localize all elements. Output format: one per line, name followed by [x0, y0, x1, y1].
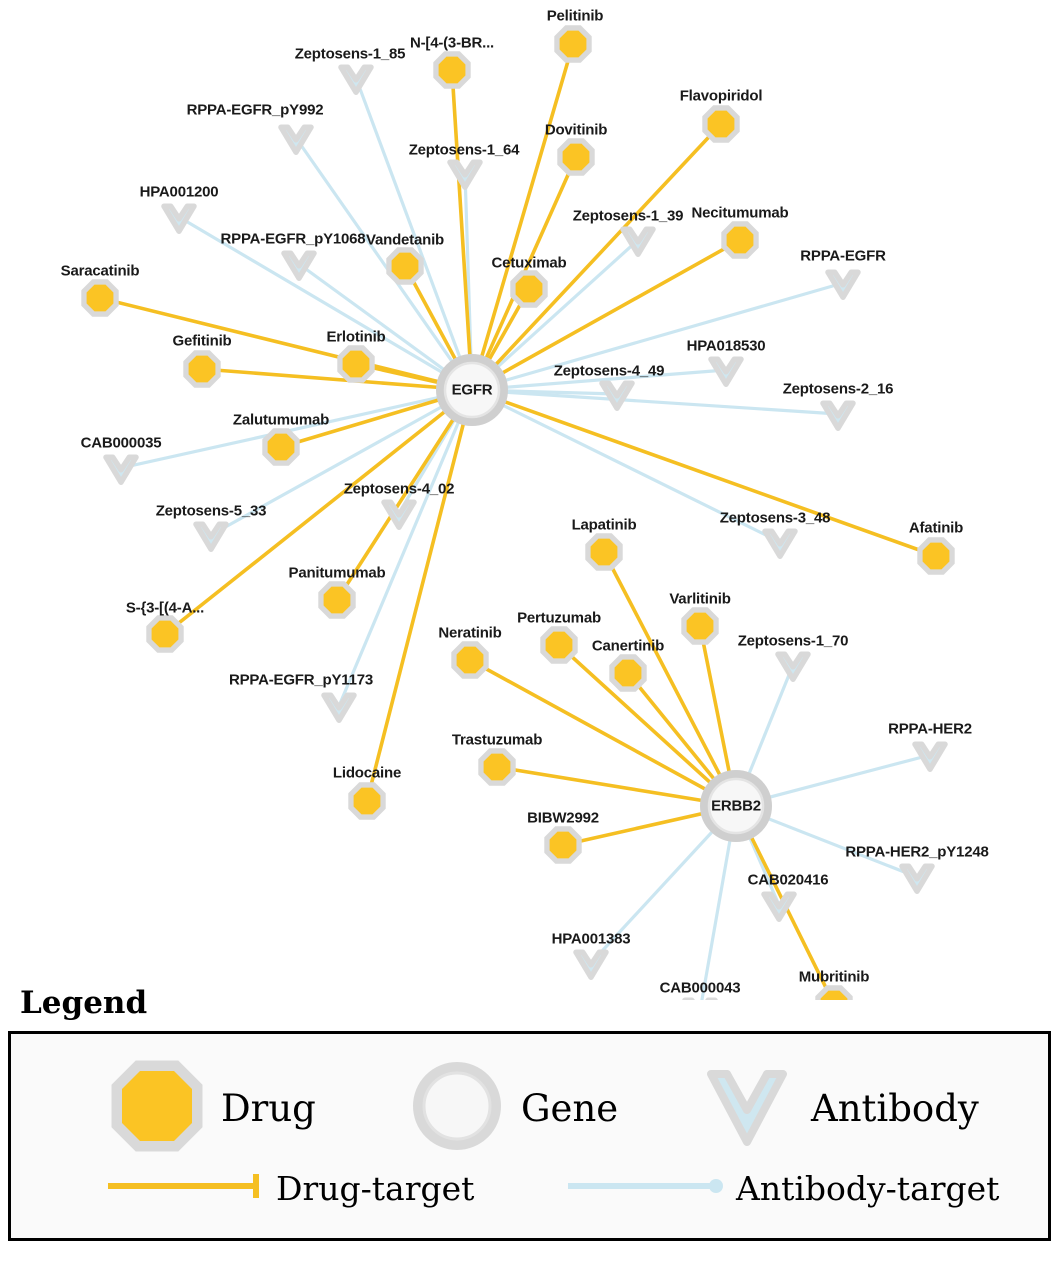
drug-node[interactable] [708, 111, 735, 138]
drug-node[interactable] [546, 632, 573, 659]
drug-label: Pelitinib [546, 7, 604, 25]
legend-label-antibody-target: Antibody-target [736, 1169, 1000, 1208]
antibody-label: HPA001383 [551, 930, 631, 948]
drug-label: Lidocaine [332, 764, 402, 782]
antibody-label: RPPA-HER2 [888, 720, 972, 738]
drug-label: Varlitinib [669, 590, 731, 608]
drug-node[interactable] [439, 57, 466, 84]
antibody-node[interactable] [778, 654, 808, 679]
drug-node[interactable] [484, 754, 511, 781]
drug-label: Gefitinib [172, 332, 232, 350]
legend-item-drug-target [106, 1166, 474, 1211]
antibody-label: RPPA-EGFR_pY992 [186, 101, 324, 119]
antibody-label: Zeptosens-1_64 [408, 141, 520, 159]
drug-node[interactable] [392, 253, 419, 280]
drug-node[interactable] [516, 276, 543, 303]
antibody-label: RPPA-EGFR [800, 247, 886, 265]
drug-node[interactable] [152, 621, 179, 648]
drug-edge-icon [106, 1166, 266, 1211]
drug-node[interactable] [687, 613, 714, 640]
legend-node-row [11, 1052, 1048, 1157]
antibody-edge-icon [566, 1166, 726, 1211]
drug-node[interactable] [343, 351, 370, 378]
drug-label: Dovitinib [544, 121, 608, 139]
antibody-label: CAB000035 [80, 434, 162, 452]
antibody-label: Zeptosens-2_16 [782, 380, 894, 398]
drug-label: N-[4-(3-BR... [409, 34, 495, 52]
drug-label: BIBW2992 [527, 809, 599, 827]
drug-node[interactable] [923, 543, 950, 570]
legend-edge-row [11, 1162, 1048, 1232]
drug-target-edge [472, 390, 936, 556]
antibody-node[interactable] [164, 206, 194, 231]
gene-icon [411, 1060, 503, 1157]
drug-label: Vandetanib [365, 231, 445, 249]
drug-label: Flavopiridol [679, 87, 763, 105]
antibody-label: HPA018530 [686, 337, 766, 355]
drug-node[interactable] [268, 434, 295, 461]
antibody-label: RPPA-HER2_pY1248 [845, 843, 989, 861]
drug-icon [111, 1060, 203, 1157]
drug-label: Trastuzumab [451, 731, 543, 749]
antibody-label: RPPA-EGFR_pY1068 [220, 230, 366, 248]
antibody-label: RPPA-EGFR_pY1173 [228, 671, 374, 689]
antibody-node[interactable] [450, 162, 480, 187]
antibody-node[interactable] [196, 524, 226, 549]
drug-label: Cetuximab [491, 254, 567, 272]
legend-title: Legend [20, 985, 148, 1021]
legend-item-drug [111, 1060, 316, 1157]
legend-item-antibody-target [566, 1166, 999, 1211]
drug-label: Pertuzumab [517, 609, 601, 627]
drug-label: Canertinib [591, 637, 665, 655]
drug-node[interactable] [591, 539, 618, 566]
drug-label: S-{3-[(4-A... [125, 599, 205, 617]
antibody-label: CAB020416 [747, 871, 829, 889]
drug-label: Saracatinib [60, 262, 140, 280]
antibody-node[interactable] [602, 383, 632, 408]
drug-node[interactable] [727, 227, 754, 254]
antibody-node[interactable] [284, 253, 314, 278]
antibody-label: CAB000043 [659, 979, 741, 997]
legend-box [8, 1031, 1051, 1241]
antibody-label: Zeptosens-3_48 [719, 509, 831, 527]
drug-label: Neratinib [438, 624, 502, 642]
legend-label-gene: Gene [521, 1087, 619, 1130]
drug-node[interactable] [550, 832, 577, 859]
drug-label: Lapatinib [571, 516, 637, 534]
drug-node[interactable] [354, 788, 381, 815]
drug-node[interactable] [563, 144, 590, 171]
gene-label: ERBB2 [711, 797, 761, 815]
legend-item-gene [411, 1060, 618, 1157]
antibody-node[interactable] [823, 403, 853, 428]
antibody-node[interactable] [915, 744, 945, 769]
drug-node[interactable] [87, 285, 114, 312]
legend-item-antibody [701, 1060, 979, 1157]
antibody-label: Zeptosens-5_33 [155, 502, 267, 520]
drug-node[interactable] [560, 31, 587, 58]
antibody-node[interactable] [341, 67, 371, 92]
antibody-node[interactable] [765, 531, 795, 556]
antibody-label: Zeptosens-1_39 [572, 207, 684, 225]
legend-label-antibody: Antibody [811, 1087, 979, 1130]
antibody-node[interactable] [828, 272, 858, 297]
drug-node[interactable] [457, 647, 484, 674]
legend [8, 985, 1051, 1241]
drug-node[interactable] [324, 587, 351, 614]
drug-label: Zalutumumab [232, 411, 330, 429]
antibody-label: Zeptosens-4_49 [553, 362, 665, 380]
drug-label: Mubritinib [798, 968, 870, 986]
antibody-label: Zeptosens-1_70 [737, 632, 849, 650]
antibody-node[interactable] [324, 695, 354, 720]
antibody-node[interactable] [711, 359, 741, 384]
drug-node[interactable] [189, 356, 216, 383]
drug-label: Erlotinib [326, 328, 386, 346]
antibody-label: Zeptosens-4_02 [343, 480, 455, 498]
antibody-label: Zeptosens-1_85 [294, 45, 406, 63]
antibody-label: HPA001200 [139, 183, 219, 201]
drug-label: Afatinib [908, 519, 964, 537]
antibody-node[interactable] [902, 866, 932, 891]
legend-label-drug-target: Drug-target [276, 1169, 475, 1208]
drug-label: Panitumumab [288, 564, 386, 582]
antibody-node[interactable] [106, 457, 136, 482]
antibody-node[interactable] [576, 952, 606, 977]
drug-label: Necitumumab [691, 204, 789, 222]
antibody-node[interactable] [281, 127, 311, 152]
antibody-icon [701, 1060, 793, 1157]
drug-node[interactable] [615, 660, 642, 687]
gene-label: EGFR [451, 381, 493, 399]
legend-label-drug: Drug [221, 1087, 316, 1130]
